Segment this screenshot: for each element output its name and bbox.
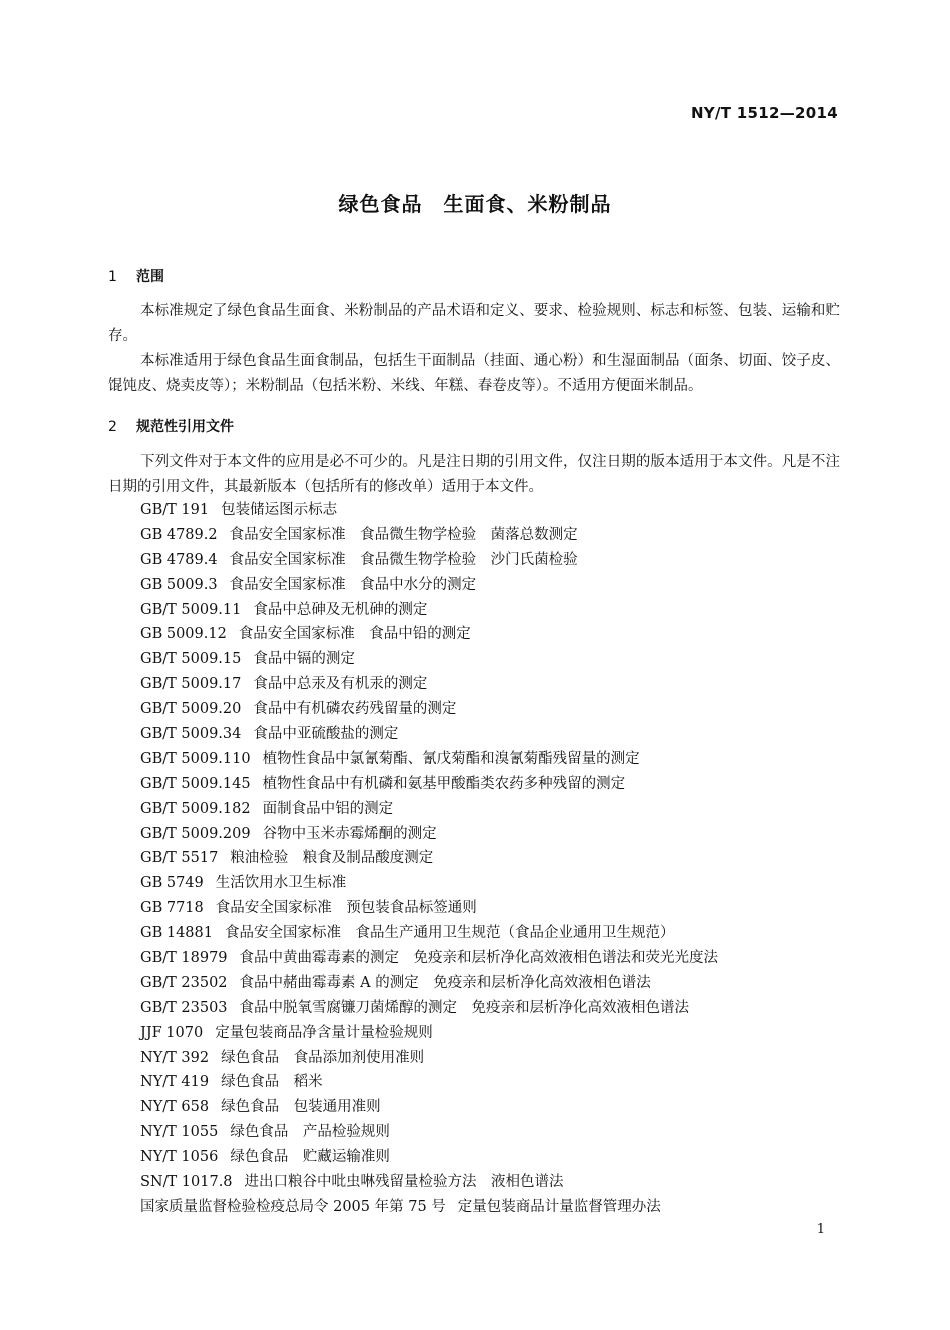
reference-title: 食品安全国家标准 食品中水分的测定: [229, 576, 477, 593]
reference-item: [140, 598, 718, 623]
reference-item: [140, 921, 718, 946]
reference-code: JJF 1070: [140, 1024, 204, 1041]
reference-title: 谷物中玉米赤霉烯酮的测定: [262, 825, 437, 842]
reference-item: [140, 622, 718, 647]
reference-item: [140, 697, 718, 722]
reference-code: GB 14881: [140, 925, 213, 942]
reference-code: GB 5009.3: [140, 576, 218, 593]
section-2-number: 2: [108, 419, 117, 435]
reference-item: [140, 523, 718, 548]
reference-item: [140, 548, 718, 573]
reference-title: 食品安全国家标准 食品微生物学检验 沙门氏菌检验: [229, 551, 578, 568]
reference-code: GB/T 5009.110: [140, 750, 251, 767]
reference-item: [140, 1170, 718, 1195]
reference-title: 食品中黄曲霉毒素的测定 免疫亲和层析净化高效液相色谱法和荧光光度法: [239, 950, 719, 967]
reference-title: 食品中脱氧雪腐镰刀菌烯醇的测定 免疫亲和层析净化高效液相色谱法: [239, 999, 690, 1016]
section-1-paragraph-1: 本标准规定了绿色食品生面食、米粉制品的产品术语和定义、要求、检验规则、标志和标签、包装、运输和贮存。: [108, 303, 840, 344]
reference-item: [140, 1120, 718, 1145]
reference-title: 粮油检验 粮食及制品酸度测定: [230, 850, 434, 867]
reference-title: 植物性食品中氯氰菊酯、氰戊菊酯和溴氰菊酯残留量的测定: [262, 750, 640, 767]
reference-item: [140, 498, 718, 523]
reference-title: 食品安全国家标准 食品中铅的测定: [238, 626, 471, 643]
reference-code: NY/T 1056: [140, 1149, 219, 1166]
reference-item: [140, 846, 718, 871]
reference-code: GB 4789.4: [140, 551, 218, 568]
section-1-title: 范围: [136, 269, 164, 285]
section-1-heading: [108, 266, 164, 286]
reference-item: [140, 772, 718, 797]
reference-title: 绿色食品 稻米: [221, 1074, 323, 1091]
reference-title: 食品中赭曲霉毒素 A 的测定 免疫亲和层析净化高效液相色谱法: [239, 974, 651, 991]
reference-title: 定量包装商品计量监督管理办法: [457, 1198, 661, 1215]
reference-item: [140, 871, 718, 896]
reference-item: [140, 1070, 718, 1095]
reference-code: GB/T 191: [140, 502, 210, 518]
reference-code: GB/T 5009.145: [140, 775, 251, 792]
reference-code: GB/T 18979: [140, 950, 228, 967]
reference-title: 食品中总砷及无机砷的测定: [253, 601, 428, 618]
reference-code: GB 7718: [140, 900, 204, 917]
reference-title: 定量包装商品净含量计量检验规则: [215, 1024, 433, 1041]
reference-item: [140, 573, 718, 598]
reference-title: 食品安全国家标准 食品微生物学检验 菌落总数测定: [229, 526, 578, 543]
reference-title: 食品中有机磷农药残留量的测定: [253, 701, 457, 718]
reference-item: [140, 647, 718, 672]
reference-code: GB/T 5009.209: [140, 825, 251, 842]
reference-item: [140, 1021, 718, 1046]
reference-item: [140, 1195, 718, 1220]
reference-item: [140, 797, 718, 822]
reference-item: [140, 946, 718, 971]
section-1-paragraph-2: 本标准适用于绿色食品生面食制品，包括生干面制品（挂面、通心粉）和生湿面制品（面条、切面、饺子皮、馄饨皮、烧卖皮等）；米粉制品（包括米粉、米线、年糕、春卷皮等）。不适用方便面米制品。: [108, 353, 840, 394]
reference-title: 食品中亚硫酸盐的测定: [253, 726, 399, 743]
section-1-number: 1: [108, 269, 117, 285]
reference-code: GB/T 23503: [140, 999, 228, 1016]
reference-code: NY/T 392: [140, 1049, 210, 1066]
reference-title: 绿色食品 包装通用准则: [221, 1099, 381, 1116]
reference-item: [140, 971, 718, 996]
reference-code: GB/T 5009.11: [140, 601, 242, 618]
reference-item: [140, 747, 718, 772]
reference-code: GB/T 23502: [140, 974, 228, 991]
reference-title: 绿色食品 产品检验规则: [230, 1124, 390, 1141]
reference-code: NY/T 658: [140, 1099, 210, 1116]
reference-title: 进出口粮谷中吡虫啉残留量检验方法 液相色谱法: [244, 1174, 564, 1191]
reference-title: 面制食品中铝的测定: [262, 800, 394, 817]
document-title: 绿色食品 生面食、米粉制品: [338, 192, 612, 216]
reference-code: GB 5009.12: [140, 626, 227, 643]
reference-code: GB/T 5009.34: [140, 726, 242, 743]
reference-code: SN/T 1017.8: [140, 1174, 233, 1191]
reference-title: 食品中总汞及有机汞的测定: [253, 676, 428, 693]
reference-title: 包装储运图示标志: [221, 502, 338, 518]
reference-code: GB/T 5009.15: [140, 651, 242, 668]
reference-list: [140, 498, 718, 1220]
reference-item: [140, 996, 718, 1021]
reference-item: [140, 672, 718, 697]
reference-title: 植物性食品中有机磷和氨基甲酸酯类农药多种残留的测定: [262, 775, 626, 792]
section-2-intro: 下列文件对于本文件的应用是必不可少的。凡是注日期的引用文件，仅注日期的版本适用于本文件。凡是不注日期的引用文件，其最新版本（包括所有的修改单）适用于本文件。: [108, 454, 840, 495]
reference-code: GB 5749: [140, 875, 204, 892]
reference-item: [140, 1095, 718, 1120]
reference-item: [140, 1145, 718, 1170]
reference-title: 生活饮用水卫生标准: [215, 875, 347, 892]
reference-title: 食品安全国家标准 预包装食品标签通则: [215, 900, 477, 917]
page-number: 1: [816, 1222, 825, 1237]
reference-title: 绿色食品 食品添加剂使用准则: [221, 1049, 425, 1066]
reference-title: 食品中镉的测定: [253, 651, 355, 668]
reference-code: GB/T 5009.20: [140, 701, 242, 718]
standard-code: NY/T 1512—2014: [690, 104, 838, 122]
reference-title: 食品安全国家标准 食品生产通用卫生规范（食品企业通用卫生规范）: [224, 925, 675, 942]
reference-code: GB 4789.2: [140, 526, 218, 543]
reference-code: GB/T 5517: [140, 850, 219, 867]
reference-code: NY/T 419: [140, 1074, 210, 1091]
reference-item: [140, 822, 718, 847]
section-2-heading: [108, 416, 234, 436]
reference-item: [140, 1046, 718, 1071]
reference-item: [140, 896, 718, 921]
reference-title: 绿色食品 贮藏运输准则: [230, 1149, 390, 1166]
reference-code: NY/T 1055: [140, 1124, 219, 1141]
reference-code: GB/T 5009.182: [140, 800, 251, 817]
reference-code: GB/T 5009.17: [140, 676, 242, 693]
reference-item: [140, 722, 718, 747]
section-2-title: 规范性引用文件: [136, 419, 234, 435]
reference-code: 国家质量监督检验检疫总局令 2005 年第 75 号: [140, 1198, 446, 1215]
